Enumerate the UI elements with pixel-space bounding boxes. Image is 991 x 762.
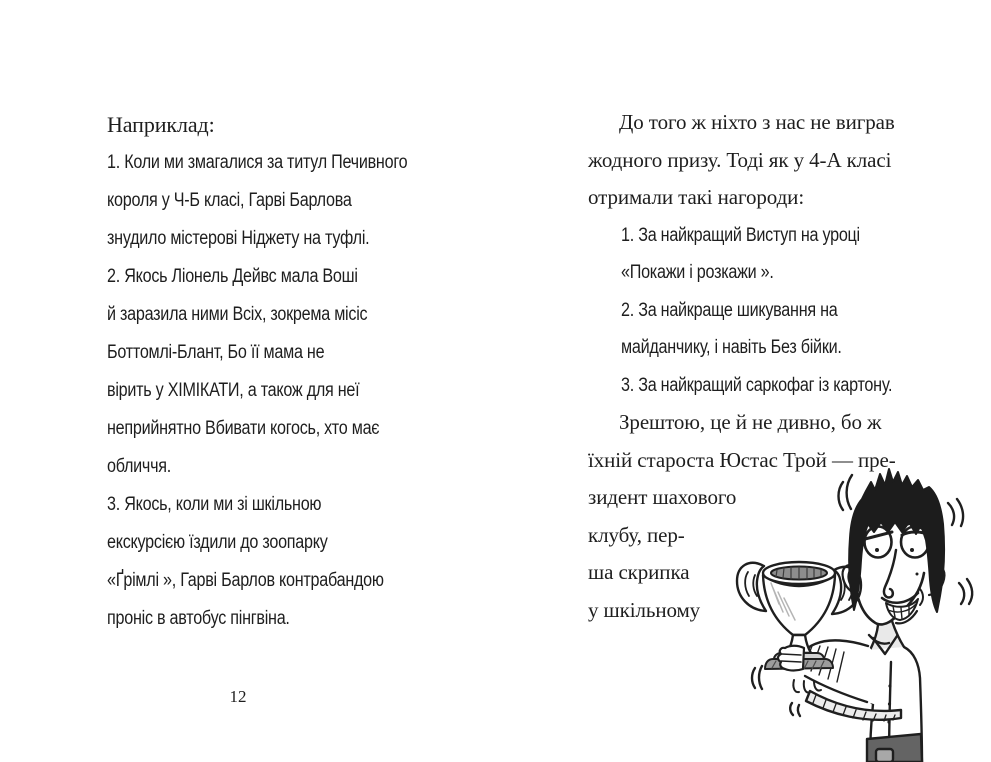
paragraph-line: жодного призу. Тоді як у 4-А класі [588,147,892,172]
paragraph-line: клубу, пер- [588,522,685,547]
paragraph-line: отримали такі нагороди: [588,185,805,209]
paragraph-line: зидент шахового [588,485,737,509]
nose [884,550,896,597]
hair [849,469,944,612]
handwritten-line: короля у Ч-Б класі, Гарві Барлова [107,190,352,211]
handwritten-line: 3. Якось, коли ми зі шкільною [107,494,322,515]
handwritten-line: Боттомлі-Блант, Бо її мама не [107,342,325,363]
handwritten-line: проніс в автобус пінгвіна. [107,608,290,629]
paragraph-line: ша скрипка [588,560,690,584]
paragraph-line: їхній староста Юстас Трой — пре- [588,447,896,472]
left-page-text [107,106,437,638]
handwritten-line: обличчя. [107,456,171,477]
handwritten-line: «Покажи і розкажи ». [621,262,774,283]
handwritten-line: 2. За найкраще шикування на [621,299,838,321]
pants-patch [876,749,893,762]
boy-head [843,469,945,624]
handwritten-line: знудило містерові Ніджету на туфлі. [107,228,370,249]
handwritten-line: вірить у ХІМІКАТИ, а також для неї [107,380,360,401]
handwritten-line: 3. За найкращий саркофаг із картону. [621,374,893,396]
handwritten-line: й заразила ними Всіх, зокрема місіс [107,304,368,325]
paragraph-line: у шкільному [588,597,701,622]
handwritten-line: «Ґрімлі », Гарві Барлов контрабандою [107,570,384,591]
awards-list [621,217,928,405]
handwritten-line: 1. За найкращий Виступ на уроці [621,224,860,246]
handwritten-line: 1. Коли ми змагалися за титул Печивного [107,152,408,173]
paragraph-line: До того ж ніхто з нас не виграв [619,110,895,134]
paragraph-line: Зрештою, це й не дивно, бо ж [619,410,882,434]
handwritten-line: майданчику, і навіть Без бійки. [621,337,842,358]
handwritten-line: 2. Якось Ліонель Дейвс мала Воші [107,266,358,287]
boy-with-trophy-illustration [715,462,991,762]
handwritten-line: екскурсією їздили до зоопарку [107,532,328,553]
handwritten-line: неприйнятно Вбивати когось, хто має [107,418,380,439]
page-number: 12 [229,687,247,706]
left-page-heading: Наприклад: [107,112,215,137]
